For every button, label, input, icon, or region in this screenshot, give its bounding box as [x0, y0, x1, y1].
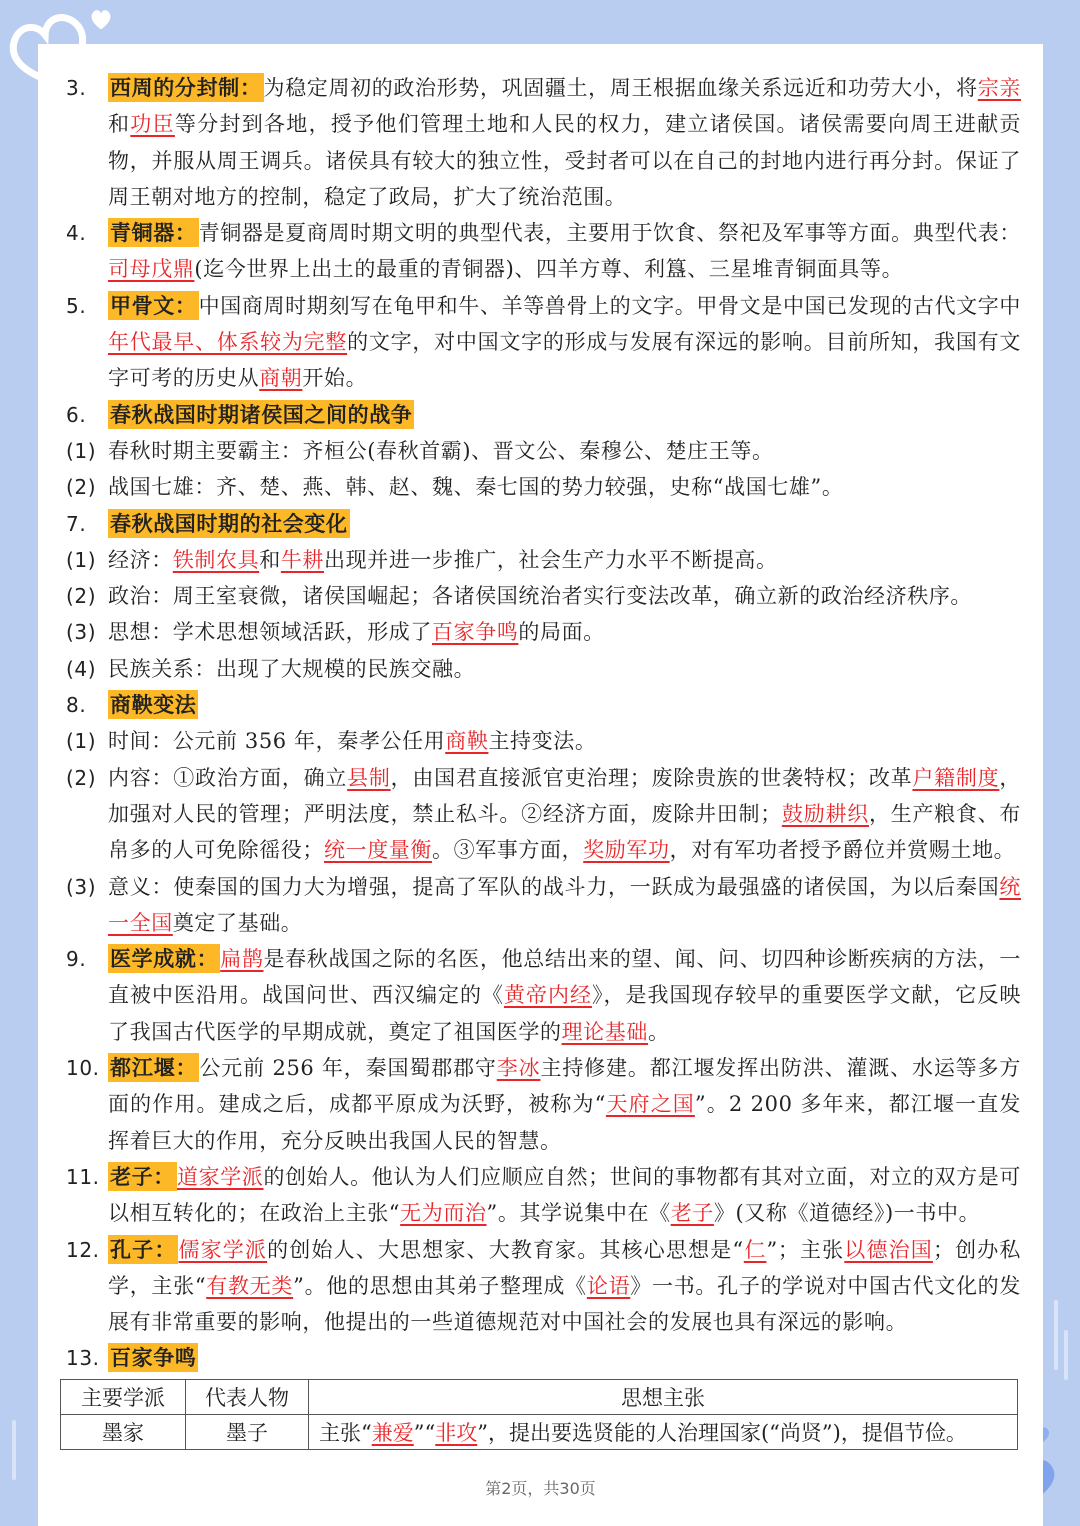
body-text: ，对有军功者授予爵位并赏赐土地。: [669, 838, 1016, 863]
list-item: [66, 1232, 1021, 1341]
body-text: 春秋时期主要霸主：齐桓公(春秋首霸)、晋文公、秦穆公、楚庄王等。: [108, 438, 774, 463]
body-text: 的文字，对中国文字的形成与发展有深远的影响。目前所知，我国有文字可考的历史从: [108, 330, 1021, 391]
page-footer: 第2页，共30页: [485, 1479, 596, 1498]
schools-table: [60, 1379, 1018, 1450]
body-text: 中国商周时期刻写在龟甲和牛、羊等兽骨上的文字。甲骨文是中国已发现的古代文字中: [198, 293, 1021, 318]
body-text: 》一书。孔子的学说对中国古代文化的发展有非常重要的影响，他提出的一些道德规范对中国社会的发展也具有深远的影响。: [108, 1273, 1021, 1335]
body-text: ，由国君直接派官吏治理；废除贵族的世袭特权；改革: [390, 765, 913, 790]
decor-dash: [1064, 1330, 1068, 1380]
document-page: [38, 44, 1043, 1526]
section-heading: 甲骨文：: [110, 292, 197, 318]
body-text: 主张“: [319, 1420, 372, 1445]
section-heading: 百家争鸣: [110, 1345, 197, 1371]
body-text: 和: [108, 112, 131, 137]
list-item: [66, 760, 1021, 869]
body-text: 的局面。: [518, 620, 605, 645]
list-item: [66, 578, 1021, 614]
keyword: 老子: [670, 1201, 714, 1226]
keyword: 商鞅: [445, 729, 489, 754]
item-number: (2): [66, 765, 97, 790]
list-item: [66, 288, 1021, 397]
body-text: 思想：学术思想领域活跃，形成了: [108, 620, 432, 645]
table-cell-idea: [309, 1414, 1018, 1449]
section-heading: 医学成就：: [110, 946, 219, 972]
table-cell-school: 墨家: [61, 1414, 186, 1449]
list-item: [66, 433, 1021, 469]
body-text: 为稳定周初的政治形势，巩固疆土，周王根据血缘关系远近和功劳大小，将: [263, 76, 978, 100]
item-number: (1): [66, 438, 97, 463]
item-number: (1): [66, 547, 97, 572]
body-text: 民族关系：出现了大规模的民族交融。: [108, 656, 476, 681]
section-heading: 春秋战国时期的社会变化: [110, 510, 348, 536]
list-item: [66, 614, 1021, 650]
item-number: 10.: [66, 1056, 100, 1081]
section-heading: 商鞅变法: [110, 692, 197, 718]
body-text: 开始。: [302, 366, 368, 391]
list-item: [66, 941, 1021, 1050]
section-heading: 都江堰：: [110, 1055, 198, 1081]
body-text: 时间：公元前 356 年，秦孝公任用: [108, 729, 446, 754]
body-text: ”，提出要选贤能的人治理国家(“尚贤”)，提倡节俭。: [477, 1420, 967, 1445]
section-heading: 西周的分封制：: [110, 75, 262, 100]
keyword: 鼓励耕织: [781, 801, 869, 826]
list-item: [66, 1340, 1021, 1376]
item-number: (2): [66, 475, 97, 500]
table-header: 主要学派: [61, 1379, 186, 1414]
body-text: 的创始人、大思想家、大教育家。其核心思想是“: [267, 1237, 744, 1262]
list-item: [66, 869, 1021, 942]
keyword: 李冰: [496, 1056, 541, 1081]
body-text: 经济：: [108, 547, 173, 572]
body-text: 政治：周王室衰微，诸侯国崛起；各诸侯国统治者实行变法改革，确立新的政治经济秩序。: [108, 584, 972, 609]
list-item: [66, 542, 1021, 578]
section-heading: 孔子：: [110, 1236, 177, 1262]
item-number: 12.: [66, 1237, 100, 1262]
list-item: [66, 70, 1021, 215]
keyword: 扁鹊: [220, 947, 264, 972]
body-text: 是春秋战国之际的名医，他总结出来的望、闻、问、切四种诊断疾病的方法，一直被中医沿用。战国问世、西汉编定的《: [108, 947, 1022, 1008]
body-text: 出现并进一步推广，社会生产力水平不断提高。: [324, 547, 778, 572]
body-text: ”。2 200 多年来，都江堰一直发挥着巨大的作用，充分反映出我国人民的智慧。: [108, 1092, 1021, 1153]
body-text: ，加强对人民的管理；严明法度，禁止私斗。②经济方面，废除井田制；: [108, 765, 1021, 826]
body-text: ”。他的思想由其弟子整理成《: [293, 1273, 587, 1298]
keyword: 仁: [743, 1237, 767, 1262]
list-item: [66, 723, 1021, 759]
body-text: ；创办私学，主张“: [108, 1237, 1022, 1298]
list-item: [66, 1050, 1021, 1159]
section-heading: 春秋战国时期诸侯国之间的战争: [110, 401, 413, 427]
item-number: (3): [66, 874, 97, 899]
body-text: ，生产粮食、布帛多的人可免除徭役；: [108, 801, 1021, 863]
body-text: 公元前 256 年，秦国蜀郡郡守: [199, 1056, 497, 1081]
keyword: 商朝: [259, 366, 303, 391]
keyword: 功臣: [130, 112, 175, 137]
body-text: ”“: [413, 1420, 436, 1445]
table-header-row: [61, 1379, 1018, 1414]
keyword: 论语: [586, 1273, 631, 1298]
item-number: 11.: [66, 1164, 100, 1189]
list-item: [66, 687, 1021, 723]
item-number: (3): [66, 620, 97, 645]
body-text: 战国七雄：齐、楚、燕、韩、赵、魏、秦七国的势力较强，史称“战国七雄”。: [108, 475, 844, 500]
item-number: (2): [66, 584, 97, 609]
body-text: 青铜器是夏商周时期文明的典型代表，主要用于饮食、祭祀及军事等方面。典型代表：: [198, 221, 1021, 246]
body-text: ”；主张: [766, 1237, 845, 1262]
body-text: 和: [259, 547, 281, 572]
item-number: 4.: [66, 221, 87, 246]
keyword: 统一度量衡: [324, 838, 432, 863]
list-item: [66, 506, 1021, 542]
keyword: 统一全国: [108, 874, 1021, 935]
body-text: 》，是我国现存较早的重要医学文献，它反映了我国古代医学的早期成就，奠定了祖国医学的: [108, 983, 1021, 1044]
keyword: 理论基础: [561, 1019, 649, 1044]
keyword: 县制: [347, 765, 391, 790]
list-item: [66, 397, 1021, 433]
body-text: (迄今世界上出土的最重的青铜器)、四羊方尊、利簋、三星堆青铜面具等。: [194, 257, 904, 282]
item-number: 7.: [66, 511, 87, 536]
item-number: 8.: [66, 693, 87, 718]
section-heading: 老子：: [110, 1163, 175, 1189]
table-cell-person: 墨子: [186, 1414, 309, 1449]
decor-dash: [1054, 1300, 1058, 1370]
body-text: 。③军事方面，: [432, 838, 584, 863]
keyword: 百家争鸣: [432, 620, 519, 645]
item-number: (1): [66, 729, 97, 754]
decor-dash: [12, 1420, 16, 1480]
body-text: 奠定了基础。: [172, 910, 303, 935]
body-text: 。: [648, 1019, 670, 1044]
keyword: 司母戊鼎: [108, 257, 195, 282]
keyword: 非攻: [435, 1420, 478, 1445]
keyword: 户籍制度: [912, 765, 1000, 790]
table-header: 代表人物: [186, 1379, 309, 1414]
item-number: 5.: [66, 293, 87, 318]
body-text: 》(又称《道德经》)一书中。: [713, 1201, 981, 1226]
keyword: 铁制农具: [172, 547, 260, 572]
body-text: 等分封到各地，授予他们管理土地和人民的权力，建立诸侯国。诸侯需要向周王进献贡物，并服从周王调兵。诸侯具有较大的独立性，受封者可以在自己的封地内进行再分封。保证了周王朝对地方的控制，稳定了政局，扩大了统治范围。: [108, 112, 1022, 209]
keyword: 年代最早、体系较为完整: [108, 330, 348, 355]
list-item: [66, 1159, 1021, 1232]
document-content: [66, 70, 1021, 1450]
item-number: 9.: [66, 947, 87, 972]
body-text: 主持修建。都江堰发挥出防洪、灌溉、水运等多方面的作用。建成之后，成都平原成为沃野，被称为“: [108, 1056, 1021, 1117]
item-number: 6.: [66, 402, 87, 427]
keyword: 牛耕: [280, 547, 325, 572]
item-number: 13.: [66, 1346, 100, 1371]
keyword: 道家学派: [176, 1164, 264, 1189]
body-text: 内容：①政治方面，确立: [108, 765, 348, 790]
body-text: 意义：使秦国的国力大为增强，提高了军队的战斗力，一跃成为最强盛的诸侯国，为以后秦国: [108, 874, 1000, 899]
body-text: ”。其学说集中在《: [486, 1201, 671, 1226]
keyword: 有教无类: [206, 1273, 294, 1298]
keyword: 无为而治: [400, 1201, 487, 1226]
keyword: 奖励军功: [583, 838, 670, 863]
table-row: [61, 1414, 1018, 1449]
keyword: 以德治国: [844, 1237, 933, 1262]
heart-small-icon: [88, 6, 114, 32]
item-number: (4): [66, 656, 97, 681]
list-item: [66, 651, 1021, 687]
keyword: 黄帝内经: [503, 983, 592, 1008]
list-item: [66, 215, 1021, 288]
list-item: [66, 469, 1021, 505]
keyword: 天府之国: [605, 1092, 695, 1117]
keyword: 儒家学派: [178, 1237, 268, 1262]
keyword: 宗亲: [977, 76, 1022, 100]
body-text: 的创始人。他认为人们应顺应自然；世间的事物都有其对立面，对立的双方是可以相互转化的；在政治上主张“: [108, 1164, 1021, 1226]
body-text: 主持变法。: [488, 729, 597, 754]
keyword: 兼爱: [371, 1420, 414, 1445]
section-heading: 青铜器：: [110, 220, 197, 246]
table-header: 思想主张: [309, 1379, 1018, 1414]
item-number: 3.: [66, 76, 87, 100]
